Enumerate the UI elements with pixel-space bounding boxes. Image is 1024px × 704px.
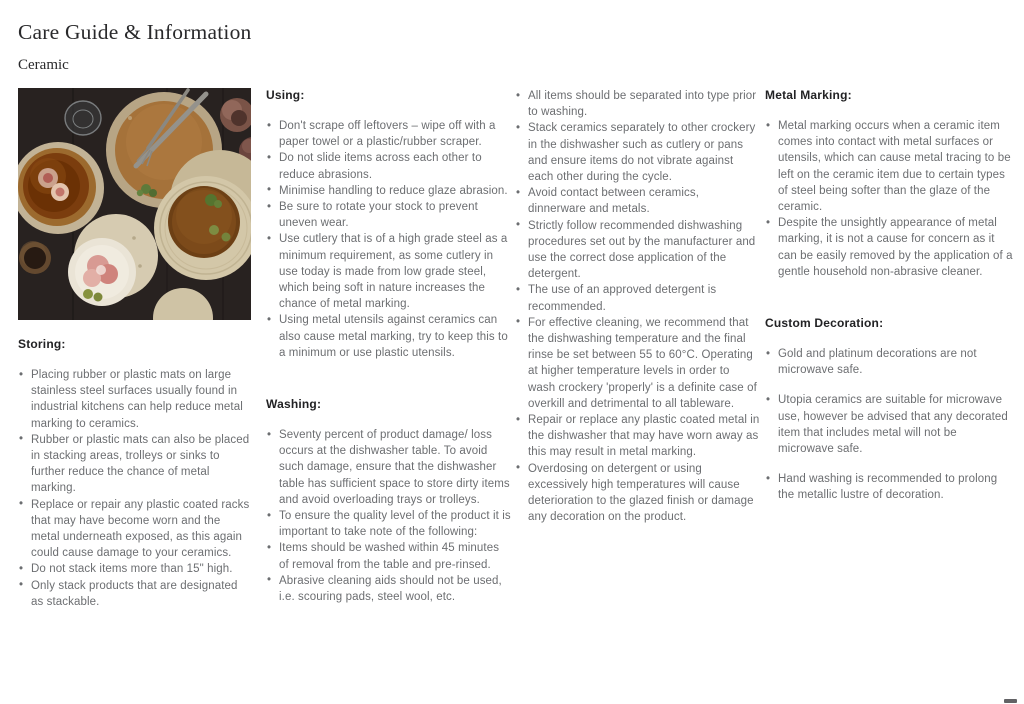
bullet-icon: • (19, 498, 24, 511)
bullet-icon: • (267, 313, 272, 326)
bullet-icon: • (19, 579, 24, 592)
section-heading-metal-marking: Metal Marking: (765, 88, 852, 102)
bullet-icon: • (267, 574, 272, 587)
column-metal-marking (765, 88, 1013, 504)
care-instruction-bullet: • To ensure the quality level of the product it is important to take note of the following: (267, 509, 511, 539)
bullet-icon: • (766, 216, 771, 229)
bullet-icon: • (267, 232, 272, 245)
bullet-icon: • (516, 121, 521, 134)
bullet-icon: • (516, 219, 521, 232)
bullet-icon: • (267, 509, 272, 522)
care-instruction-bullet: • Despite the unsightly appearance of metal marking, it is not a cause for concern as it can be easily removed by the application of a gentle household non-abrasive cleaner. (766, 216, 1013, 278)
bullet-icon: • (766, 393, 771, 406)
bullet-icon: • (267, 428, 272, 441)
column-using-washing (266, 88, 512, 605)
section-heading-using: Using: (266, 88, 305, 102)
page-title: Care Guide & Information (18, 20, 252, 44)
column-storing (18, 88, 251, 610)
column-washing-continued (515, 88, 760, 525)
washing-list (266, 427, 512, 605)
care-instruction-bullet: • Replace or repair any plastic coated racks that may have become worn and the metal underneath exposed, as this again could cause damage to your ceramics. (19, 498, 250, 560)
care-instruction-bullet: • For effective cleaning, we recommend that the dishwashing temperature and the final rinse be set between 55 to 60°C. Operating at higher temperature levels in order to wash crockery 'properly' is a definite case of overkill and detrimental to all tableware. (516, 316, 757, 410)
bullet-icon: • (267, 184, 272, 197)
bullet-icon: • (516, 89, 521, 102)
bullet-icon: • (516, 283, 521, 296)
care-instruction-bullet: • Items should be washed within 45 minutes of removal from the table and pre-rinsed. (267, 541, 500, 571)
olive-icon (209, 225, 219, 235)
olive-icon (222, 233, 231, 242)
bullet-icon: • (19, 433, 24, 446)
care-instruction-bullet: • Rubber or plastic mats can also be placed in stacking areas, trolleys or sinks to further reduce the chance of metal marking. (19, 433, 250, 495)
bullet-icon: • (267, 119, 272, 132)
care-instruction-bullet: • Seventy percent of product damage/ loss occurs at the dishwasher table. To avoid such damage, ensure that the dishwasher table has sufficient space to store dirty items and avoid overloading trays or trolleys. (267, 428, 510, 506)
care-instruction-bullet: • Use cutlery that is of a high grade steel as a minimum requirement, as some cutlery in use today is made from low grade steel, which being soft in nature increases the chance of metal marking. (267, 232, 508, 311)
care-instruction-bullet: • Gold and platinum decorations are not microwave safe. (766, 347, 977, 377)
storing-list (18, 367, 251, 610)
care-instruction-bullet: • Stack ceramics separately to other crockery in the dishwasher such as cutlery or pans and ensure items do not vibrate against each other during the cycle. (516, 121, 756, 184)
metal-marking-list (765, 118, 1013, 280)
care-instruction-bullet: • Be sure to rotate your stock to prevent uneven wear. (267, 200, 478, 230)
care-instruction-bullet: • Using metal utensils against ceramics can also cause metal marking, try to keep this to a minimum or use plastic utensils. (267, 313, 508, 359)
glass-icon (65, 101, 101, 135)
using-list (266, 118, 512, 361)
olive-icon (94, 293, 103, 302)
olive-icon (83, 289, 93, 299)
tableware-photo-graphic (18, 88, 251, 320)
bullet-icon: • (766, 472, 771, 485)
care-instruction-bullet: • Hand washing is recommended to prolong the metallic lustre of decoration. (766, 472, 998, 502)
page-subtitle: Ceramic (18, 57, 69, 73)
care-instruction-bullet: • Minimise handling to reduce glaze abrasion. (267, 184, 508, 197)
section-heading-storing: Storing: (18, 337, 66, 351)
bullet-icon: • (19, 562, 24, 575)
care-instruction-bullet: • All items should be separated into type prior to washing. (516, 89, 757, 119)
bullet-icon: • (267, 200, 272, 213)
section-heading-washing: Washing: (266, 397, 322, 412)
bullet-icon: • (267, 541, 272, 554)
bullet-icon: • (267, 151, 272, 164)
care-instruction-bullet: • Do not stack items more than 15" high. (19, 562, 233, 576)
page-number-cropped (1004, 699, 1017, 703)
care-instruction-bullet: • Placing rubber or plastic mats on large stainless steel surfaces usually found in industrial kitchens can help reduce metal marking to ceramics. (19, 368, 243, 430)
section-heading-custom-decoration: Custom Decoration: (765, 316, 884, 331)
care-instruction-bullet: • Metal marking occurs when a ceramic item comes into contact with metal surfaces or utensils, which can cause metal tracing to be left on the ceramic item due to certain types of steel being softer than the glaze of the ceramic. (766, 119, 1011, 214)
bullet-icon: • (766, 119, 771, 132)
care-instruction-bullet: • The use of an approved detergent is recommended. (516, 283, 717, 313)
care-instruction-bullet: • Utopia ceramics are suitable for microwave use, however be advised that any decorated item that includes metal will not be microwave safe. (766, 393, 1008, 456)
care-instruction-bullet: • Do not slide items across each other to reduce abrasions. (267, 151, 482, 181)
washing-continued-list (515, 88, 760, 525)
bullet-icon: • (516, 413, 521, 426)
care-instruction-bullet: • Only stack products that are designated as stackable. (19, 579, 238, 608)
bullet-icon: • (516, 316, 521, 329)
care-instruction-bullet: • Don't scrape off leftovers – wipe off with a paper towel or a plastic/rubber scraper. (267, 119, 496, 149)
bullet-icon: • (516, 462, 521, 475)
tableware-photo (18, 88, 251, 320)
care-instruction-bullet: • Abrasive cleaning aids should not be used, i.e. scouring pads, steel wool, etc. (267, 574, 502, 604)
care-instruction-bullet: • Avoid contact between ceramics, dinnerware and metals. (516, 186, 700, 216)
care-instruction-bullet: • Repair or replace any plastic coated metal in the dishwasher that may have worn away as this may result in metal marking. (516, 413, 760, 459)
custom-decoration-list (765, 346, 1013, 504)
care-instruction-bullet: • Strictly follow recommended dishwashing procedures set out by the manufacturer and use the correct dose application of the detergent. (516, 219, 756, 281)
bullet-icon: • (516, 186, 521, 199)
bullet-icon: • (19, 368, 24, 381)
care-instruction-bullet: • Overdosing on detergent or using excessively high temperatures will cause deterioration to the glazed finish or damage any decoration on the product. (516, 462, 754, 524)
bullet-icon: • (766, 347, 771, 360)
